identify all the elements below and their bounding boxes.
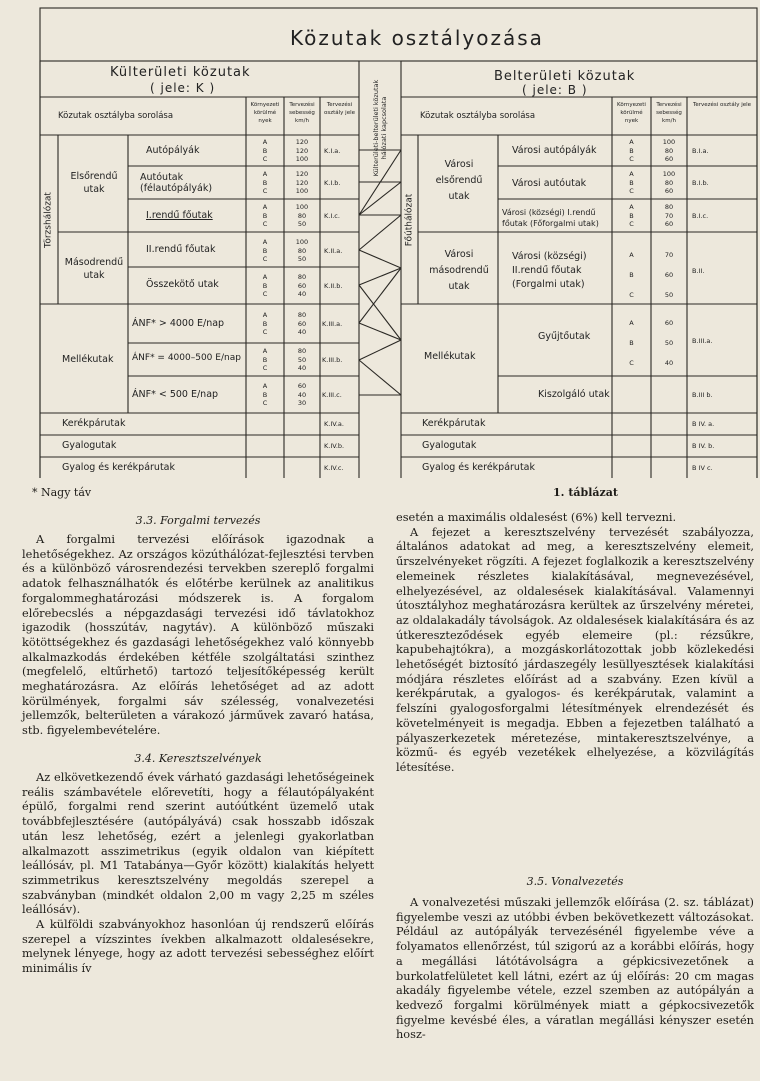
left-group-side: Mellékutak bbox=[62, 354, 114, 365]
left-row-speed: 100 80 50 bbox=[295, 203, 309, 229]
paragraph-text: A fejezet a keresztszelvény tervezését szabályozza, általános adatokat ad meg, a keresztszelvény elemeit, űrszelvényeket rögzíti. A fejezet foglalkozik a keresztszelvény elemeinek részletes kialakításával, megnevezésével, elhelyezésével, az oldalesések kialakításával. Valamennyi útosztályhoz meghatározásra kerültek az űrszelvény méretei, az oldalakadály távolságok. Az oldalesések kialakítására és az útkereszteződések egyéb elemeire (pl.: rézsűkre, kapubehajtókra), a mozgáskorlátozottak jobb közlekedési lehetőségét biztosító járdaszegély lesüllyesztések kialakítási módjára részletes előírást ad a szabvány. Ezen kívül a kerékpárutak, a gyalogos- és kerékpárutak, valamint a felszíni gyalogosforgalmi létesítmények elrendezését és követelményeit is megadja. Ebben a fejezetben található a pályaszerkezetek méretezése, mintakeresztszelvénye, a közmű- és egyéb vezetékek elhelyezése, a közvilágítás létesítése. bbox=[396, 524, 754, 774]
right-bottom-class: B IV c. bbox=[692, 464, 713, 472]
right-row-speed: 60 50 40 bbox=[664, 319, 674, 367]
right-row-speed: 80 70 60 bbox=[664, 203, 674, 229]
left-row-env: A B C bbox=[262, 382, 268, 408]
right-row-class: B.III.a. bbox=[692, 337, 713, 345]
middle-connection-label: Külterületi-belterületi közutak hálózati kapcsolata bbox=[372, 79, 388, 177]
right-col-sort: Közutak osztályba sorolása bbox=[420, 111, 536, 121]
left-group-main: Törzshálózat bbox=[43, 192, 54, 248]
paragraph-text: A forgalmi tervezési előírások igazodnak a lehetőségekhez. Az országos közúthálózat-fejlesztési tervben és a különböző városrendezési tervekben szereplő forgalmi adatok felhasználhatók és előtérbe kerülnek az analitikus forgalommeghatározási módszerek is. A forgalom előrebecslés a népgazdasági tervezési idő távlatokhoz igazodik (hosszútáv, nagytáv). A különböző műszaki kötöttségekhez és gazdasági lehetőségekhez való könnyebb alkalmazkodás érdekében kétféle szolgáltatási szinthez (megfelelő, eltűrhető) tartozó teljesítőképesség került meghatározásra. Az előírás lehetőséget ad az adott körülmények, forgalmi sáv szélesség, vonalvezetési jellemzők, belterületen a várakozó járművek zavaró hatása, stb. figyelembevételére. bbox=[22, 532, 374, 738]
section-heading-3-4: 3.4. Keresztszelvények bbox=[134, 752, 262, 765]
right-bottom-class: B IV. b. bbox=[692, 442, 715, 450]
right-bottom-name: Gyalogutak bbox=[422, 440, 477, 451]
paragraph-text: A külföldi szabványokhoz hasonlóan új rendszerű előírás szerepel a vízszintes ívekben alkalmazott oldalesésekre, melynek lényege, hogy az adott tervezési sebességhez előírt minimális ív bbox=[22, 917, 374, 976]
right-header-title: Belterületi közutak bbox=[494, 69, 636, 84]
left-row-env: A B C bbox=[262, 273, 268, 299]
left-row-speed: 100 80 50 bbox=[295, 238, 309, 264]
left-row-speed: 80 60 40 bbox=[297, 273, 307, 299]
paragraph-text: esetén a maximális oldalesést (6%) kell tervezni. bbox=[396, 510, 677, 524]
right-row-name: Kiszolgáló utak bbox=[538, 389, 610, 400]
left-row-class: K.III.b. bbox=[322, 356, 343, 364]
left-row-name: ÁNF* < 500 E/nap bbox=[132, 389, 219, 400]
left-row-class: K.I.b. bbox=[324, 179, 341, 187]
paragraph-3-3 bbox=[22, 532, 374, 738]
left-row-speed: 80 60 40 bbox=[297, 311, 307, 337]
left-row-name: II.rendű főutak bbox=[146, 244, 216, 255]
right-col-class: Tervezési osztály jele bbox=[692, 102, 752, 108]
classification-table bbox=[0, 0, 760, 478]
left-row-env: A B C bbox=[262, 203, 268, 229]
right-row-class: B.I.a. bbox=[692, 147, 709, 155]
left-col-sort: Közutak osztályba sorolása bbox=[58, 111, 174, 121]
left-col-class: Tervezési osztály jele bbox=[324, 102, 355, 116]
right-row-class: B.III b. bbox=[692, 391, 713, 399]
left-row-class: K.II.b. bbox=[324, 282, 343, 290]
left-row-class: K.III.a. bbox=[322, 320, 343, 328]
left-row-name: I.rendű főutak bbox=[146, 210, 213, 221]
right-row-speed: 70 60 50 bbox=[664, 251, 674, 299]
left-row-name: Összekötő utak bbox=[146, 279, 219, 290]
right-bottom-name: Kerékpárutak bbox=[422, 418, 486, 429]
right-row-name: Városi autópályák bbox=[512, 145, 597, 156]
left-row-speed: 60 40 30 bbox=[297, 382, 307, 408]
left-col-env: Környezeti körülmé nyek bbox=[250, 102, 280, 124]
left-bottom-class: K.IV.a. bbox=[324, 420, 344, 428]
left-row-env: A B C bbox=[262, 238, 268, 264]
table-title: Közutak osztályozása bbox=[290, 26, 544, 50]
left-row-name: Autóutak (félautópályák) bbox=[140, 172, 213, 194]
left-bottom-name: Gyalog és kerékpárutak bbox=[62, 462, 175, 473]
right-group-main: Főúthálózat bbox=[404, 193, 415, 247]
left-row-env: A B C bbox=[262, 170, 268, 196]
paragraph-text: A vonalvezetési műszaki jellemzők előírása (2. sz. táblázat) figyelembe veszi az utóbbi évben bekövetkezett változásokat. Például az autópályák tervezésénél figyelembe véve a folyamatos ellenőrzést, túl szigorú az a korábbi előírás, hogy a megállási látótávolságra a gépkicsivezetőnek a burkolatfelületet kell látni, ezért az új előírás: 20 cm magas akadály figyelembe vétele, ezzel szemben az autópályán a kedvező forgalmi körülmények miatt a gépkocsivezetők figyelme kevésbé éles, a váratlan megállási kényszer esetén hosz- bbox=[396, 895, 754, 1042]
right-row-env: A B C bbox=[629, 203, 634, 229]
left-col-speed: Tervezési sebesség km/h bbox=[289, 102, 315, 124]
left-group-first: Elsőrendű utak bbox=[70, 171, 118, 195]
right-col-env: Környezeti körülmé nyek bbox=[617, 102, 646, 124]
paragraph-3-5 bbox=[396, 895, 754, 1042]
right-row-env: A B C bbox=[629, 319, 634, 367]
right-row-env: A B C bbox=[629, 138, 634, 164]
right-row-name: Városi (községi) II.rendű főutak (Forgalmi utak) bbox=[512, 251, 587, 290]
right-row-speed: 100 80 60 bbox=[662, 138, 676, 164]
left-row-class: K.III.c. bbox=[322, 391, 342, 399]
left-row-env: A B C bbox=[262, 347, 268, 373]
paragraph-text: Az elkövetkezendő évek várható gazdasági lehetőségeinek reális számbavétele előrevetíti, hogy a félautópályaként épülő, forgalmi rend szerint autóútként üzemelő utak továbbfejlesztésére (autópályává) csak hosszabb időszak után lesz lehetőség, ezért a jelenlegi gyakorlatban alkalmazott asszimetrikus (egyik oldalon van kiépített leállósáv, pl. M1 Tatabánya—Győr között) kialakítás helyett szimmetrikus keresztszelvény megoldás szerepel a szabványban (mindkét oldalon 2,00 m vagy 2,25 m széles leállósáv). bbox=[22, 770, 374, 917]
right-row-name: Városi autóutak bbox=[512, 178, 587, 189]
table-caption: 1. táblázat bbox=[553, 486, 618, 499]
left-header-sub: ( jele: K ) bbox=[150, 81, 216, 95]
left-group-second: Másodrendű utak bbox=[64, 257, 124, 281]
right-row-env: A B C bbox=[629, 170, 634, 196]
left-row-name: Autópályák bbox=[146, 145, 200, 156]
left-bottom-class: K.IV.b. bbox=[324, 442, 345, 450]
left-bottom-name: Gyalogutak bbox=[62, 440, 117, 451]
right-group-first: Városi elsőrendű utak bbox=[435, 159, 483, 202]
paragraph-3-4-a bbox=[22, 770, 374, 976]
left-row-class: K.I.c. bbox=[324, 212, 340, 220]
right-row-speed: 100 80 60 bbox=[662, 170, 676, 196]
right-bottom-name: Gyalog és kerékpárutak bbox=[422, 462, 535, 473]
section-heading-3-5: 3.5. Vonalvezetés bbox=[526, 875, 624, 888]
left-row-env: A B C bbox=[262, 138, 268, 164]
table-footnote: * Nagy táv bbox=[32, 486, 92, 499]
right-group-second: Városi másodrendű utak bbox=[429, 249, 489, 292]
left-row-speed: 80 50 40 bbox=[297, 347, 307, 373]
paragraph-3-4-b bbox=[396, 510, 754, 775]
right-bottom-class: B IV. a. bbox=[692, 420, 715, 428]
right-row-class: B.I.c. bbox=[692, 212, 709, 220]
left-bottom-class: K.IV.c. bbox=[324, 464, 344, 472]
left-row-name: ÁNF* = 4000–500 E/nap bbox=[132, 353, 241, 363]
right-row-env: A B C bbox=[629, 251, 634, 299]
left-row-speed: 120 120 100 bbox=[295, 170, 309, 196]
left-bottom-name: Kerékpárutak bbox=[62, 418, 126, 429]
left-header-title: Külterületi közutak bbox=[110, 65, 251, 80]
left-row-speed: 120 120 100 bbox=[295, 138, 309, 164]
left-row-class: K.I.a. bbox=[324, 147, 341, 155]
left-row-class: K.II.a. bbox=[324, 247, 343, 255]
right-group-side: Mellékutak bbox=[424, 351, 476, 362]
right-header-sub: ( jele: B ) bbox=[522, 83, 588, 97]
left-row-name: ÁNF* > 4000 E/nap bbox=[132, 318, 225, 329]
left-row-env: A B C bbox=[262, 311, 268, 337]
right-row-name: Városi (községi) I.rendű főutak (Főforgalmi utak) bbox=[502, 208, 599, 228]
right-row-class: B.II. bbox=[692, 267, 705, 275]
right-row-name: Gyűjtőutak bbox=[538, 331, 591, 342]
section-heading-3-3: 3.3. Forgalmi tervezés bbox=[135, 514, 261, 527]
right-row-class: B.I.b. bbox=[692, 179, 709, 187]
right-col-speed: Tervezési sebesség km/h bbox=[656, 102, 682, 124]
